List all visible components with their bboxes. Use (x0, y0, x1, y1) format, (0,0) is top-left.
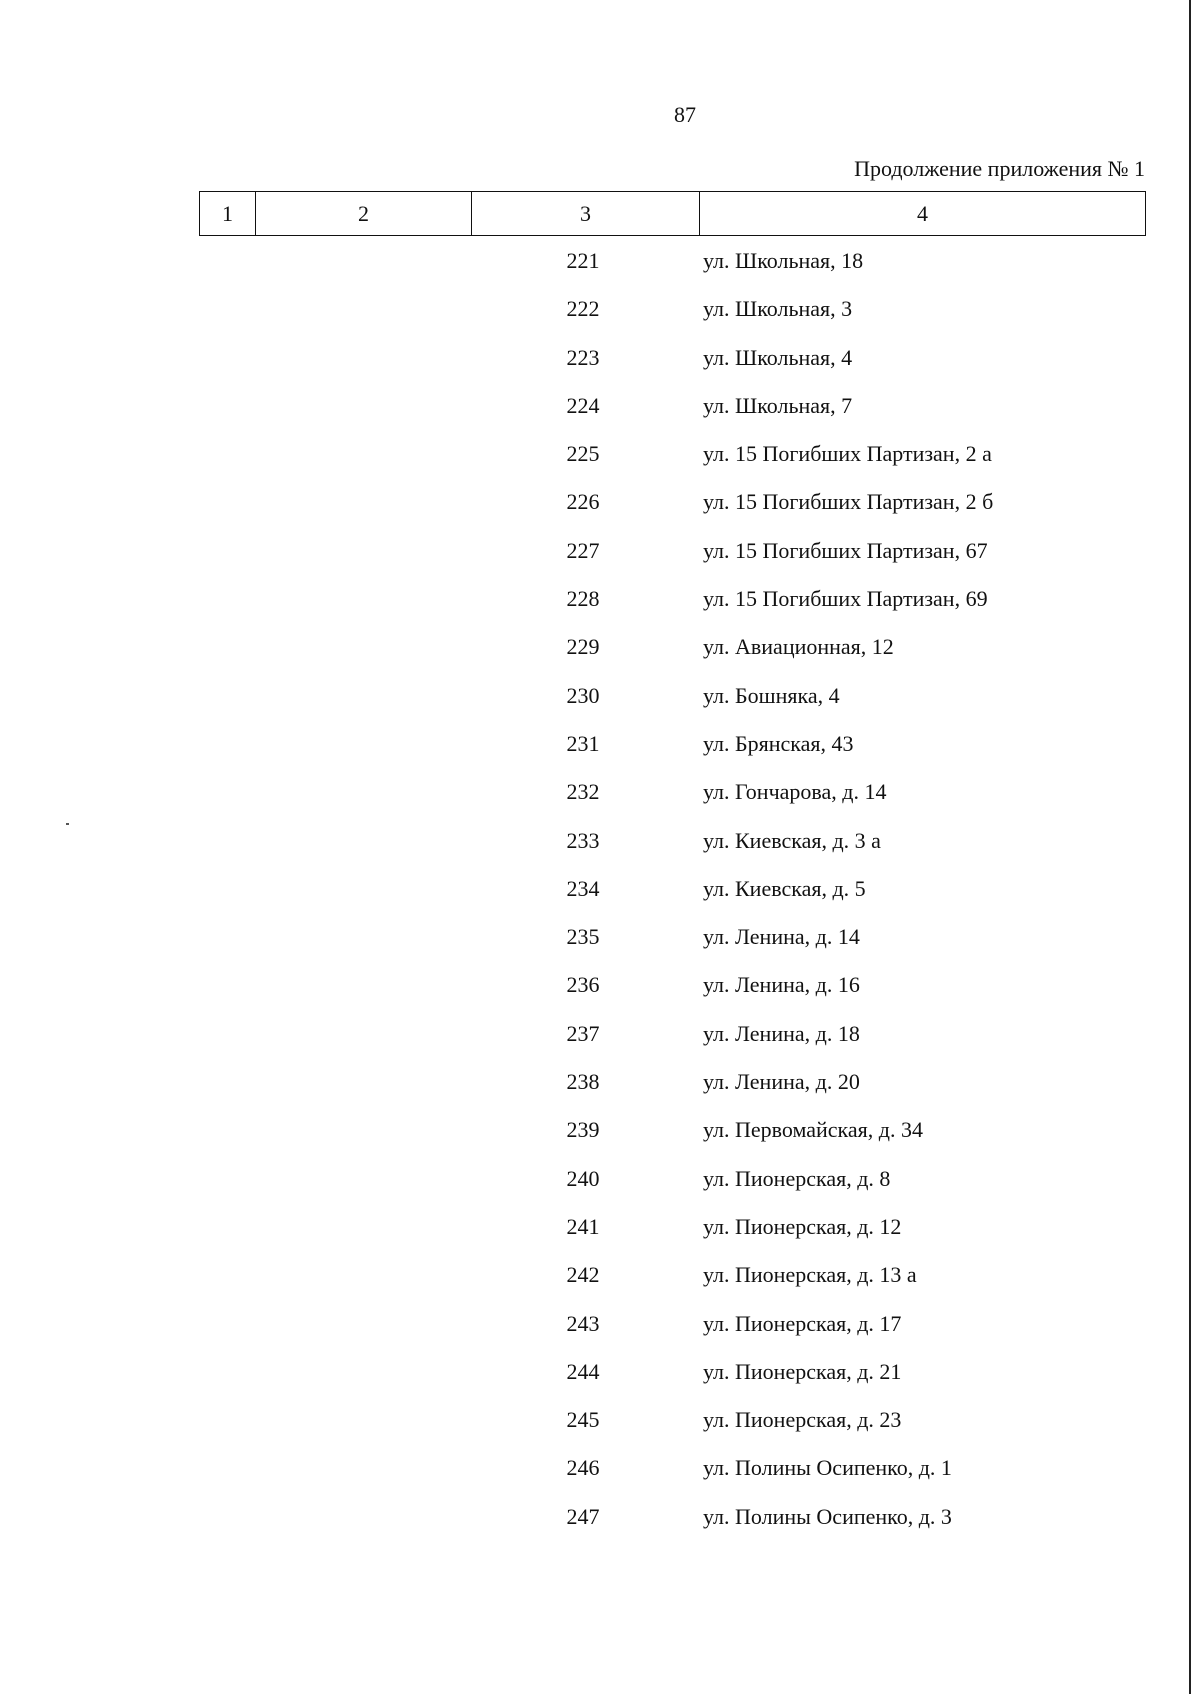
table-row (0, 970, 1200, 1018)
table-row (0, 681, 1200, 729)
row-number: 240 (566, 1165, 600, 1191)
header-cell-3: 3 (472, 192, 700, 235)
address-list (0, 246, 1200, 1550)
header-cell-2: 2 (256, 192, 472, 235)
row-number: 227 (566, 537, 600, 563)
row-number: 223 (566, 344, 600, 370)
table-row (0, 391, 1200, 439)
row-number: 241 (566, 1213, 600, 1239)
row-address: ул. 15 Погибших Партизан, 2 а (703, 441, 992, 467)
row-number: 226 (566, 489, 600, 515)
row-address: ул. Первомайская, д. 34 (703, 1117, 923, 1143)
table-row (0, 1067, 1200, 1115)
row-number: 246 (566, 1455, 600, 1481)
row-address: ул. Полины Осипенко, д. 3 (703, 1503, 952, 1529)
row-number: 239 (566, 1117, 600, 1143)
row-number: 235 (566, 924, 600, 950)
row-number: 233 (566, 827, 600, 853)
row-number: 221 (566, 248, 600, 273)
row-number: 242 (566, 1262, 600, 1288)
row-number: 229 (566, 634, 600, 660)
table-row (0, 1115, 1200, 1163)
row-address: ул. Пионерская, д. 17 (703, 1310, 902, 1336)
row-number: 244 (566, 1358, 600, 1384)
row-number: 243 (566, 1310, 600, 1336)
row-address: ул. Школьная, 7 (703, 392, 853, 418)
row-address: ул. Школьная, 3 (703, 296, 853, 322)
row-address: ул. Киевская, д. 5 (703, 875, 866, 901)
table-row (0, 343, 1200, 391)
table-row (0, 1502, 1200, 1550)
table-row (0, 1164, 1200, 1212)
row-address: ул. Пионерская, д. 23 (703, 1407, 902, 1433)
table-row (0, 922, 1200, 970)
table-row (0, 294, 1200, 342)
table-row (0, 1405, 1200, 1453)
row-number: 228 (566, 586, 600, 612)
row-number: 247 (566, 1503, 600, 1529)
table-row (0, 826, 1200, 874)
row-address: ул. Брянская, 43 (703, 730, 854, 756)
row-number: 230 (566, 682, 600, 708)
row-number: 237 (566, 1020, 600, 1046)
row-address: ул. Авиационная, 12 (703, 634, 894, 660)
row-address: ул. 15 Погибших Партизан, 69 (703, 586, 988, 612)
table-row (0, 1260, 1200, 1308)
table-row (0, 777, 1200, 825)
table-row (0, 536, 1200, 584)
row-address: ул. Пионерская, д. 12 (703, 1213, 902, 1239)
row-address: ул. Ленина, д. 18 (703, 1020, 860, 1046)
row-address: ул. 15 Погибших Партизан, 67 (703, 537, 988, 563)
header-cell-1: 1 (200, 192, 256, 235)
row-number: 234 (566, 875, 600, 901)
row-address: ул. Полины Осипенко, д. 1 (703, 1455, 952, 1481)
table-row (0, 439, 1200, 487)
row-address: ул. Пионерская, д. 21 (703, 1358, 902, 1384)
row-number: 245 (566, 1407, 600, 1433)
table-row (0, 729, 1200, 777)
row-number: 232 (566, 779, 600, 805)
table-row (0, 1019, 1200, 1067)
continuation-label: Продолжение приложения № 1 (854, 156, 1145, 181)
table-row (0, 1357, 1200, 1405)
table-row (0, 584, 1200, 632)
header-cell-4: 4 (917, 200, 928, 226)
row-address: ул. Школьная, 4 (703, 344, 853, 370)
row-address: ул. Пионерская, д. 8 (703, 1165, 891, 1191)
table-header (199, 191, 1146, 236)
table-row (0, 487, 1200, 535)
table-row (0, 1212, 1200, 1260)
row-number: 238 (566, 1069, 600, 1095)
row-address: ул. Гончарова, д. 14 (703, 779, 887, 805)
row-number: 231 (566, 730, 600, 756)
row-address: ул. Пионерская, д. 13 а (703, 1262, 917, 1288)
row-number: 225 (566, 441, 600, 467)
row-address: ул. Ленина, д. 16 (703, 972, 860, 998)
row-number: 236 (566, 972, 600, 998)
row-number: 224 (566, 392, 600, 418)
table-row (0, 1453, 1200, 1501)
page-number: 87 (674, 102, 696, 127)
row-address: ул. Ленина, д. 14 (703, 924, 860, 950)
table-row (0, 1309, 1200, 1357)
row-address: ул. Бошняка, 4 (703, 682, 840, 708)
row-address: ул. Киевская, д. 3 а (703, 827, 881, 853)
row-address: ул. Школьная, 18 (703, 248, 864, 273)
row-address: ул. Ленина, д. 20 (703, 1069, 860, 1095)
row-address: ул. 15 Погибших Партизан, 2 б (703, 489, 994, 515)
table-row (0, 632, 1200, 680)
row-number: 222 (566, 296, 600, 322)
table-row (0, 874, 1200, 922)
table-row (0, 246, 1200, 294)
